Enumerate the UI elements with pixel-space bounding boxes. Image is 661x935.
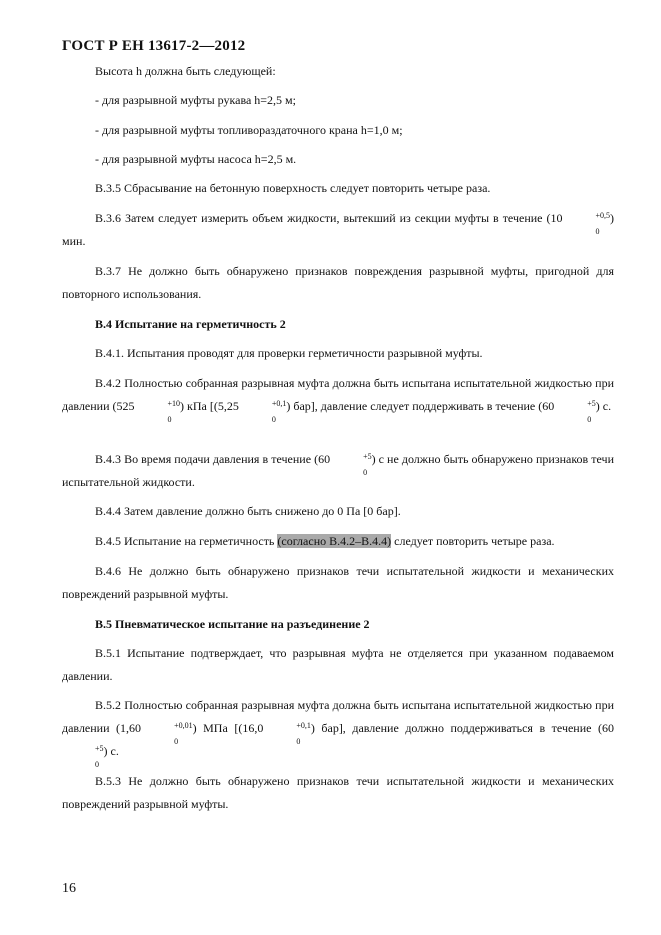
tolerance-upper: +5 — [363, 452, 372, 461]
tolerance — [141, 721, 193, 746]
height-item-hose: - для разрывной муфты рукава h=2,5 м; — [95, 93, 296, 107]
tolerance-lower: 0 — [95, 760, 99, 769]
para-b4-2-text-c: ) бар], давление следует поддерживать в течение (60 — [286, 399, 555, 413]
tolerance-lower: 0 — [363, 468, 368, 477]
tolerance — [239, 399, 287, 424]
page-header: ГОСТ Р ЕН 13617-2—2012 — [62, 38, 246, 54]
tolerance-lower: 0 — [296, 737, 301, 746]
para-b4-3-text-b: ) с не должно быть обнаружено признаков течи испытательной жидкости. — [62, 452, 614, 489]
tolerance-lower: 0 — [167, 415, 172, 424]
para-b4-4: В.4.4 Затем давление должно быть снижено до 0 Па [0 бар]. — [95, 504, 401, 518]
para-b4-3 — [62, 448, 614, 494]
tolerance — [263, 721, 311, 746]
tolerance — [135, 399, 181, 424]
tolerance-lower: 0 — [174, 737, 179, 746]
height-item-nozzle: - для разрывной муфты топливораздаточного крана h=1,0 м; — [95, 123, 403, 137]
para-b4-6: В.4.6 Не должно быть обнаружено признаков течи испытательной жидкости и механических повреждений разрывной муфты. — [62, 564, 614, 601]
highlighted-reference: (согласно В.4.2–В.4.4) — [277, 534, 392, 548]
para-b5-2 — [62, 694, 615, 769]
tolerance-upper: +0,1 — [296, 721, 311, 730]
para-b4-2-text-d: ) с. — [595, 399, 612, 413]
para-b4-2-text-b: ) кПа [(5,25 — [180, 399, 239, 413]
tolerance — [562, 211, 610, 236]
height-intro: Высота h должна быть следующей: — [95, 64, 276, 78]
tolerance-upper: +5 — [95, 744, 104, 753]
para-b4-2-text-a: В.4.2 Полностью собранная разрывная муфта должна быть испытана испытательной жидкостью при давлении (525 — [62, 376, 614, 413]
tolerance-upper: +0,01 — [174, 721, 193, 730]
para-b4-3-text-a: В.4.3 Во время подачи давления в течение (60 — [95, 452, 331, 466]
para-b4-5 — [62, 530, 614, 553]
para-b5-1: В.5.1 Испытание подтверждает, что разрывная муфта не отделяется при указанном подаваемом давлении. — [62, 646, 614, 683]
tolerance-lower: 0 — [595, 227, 600, 236]
page-number: 16 — [62, 881, 76, 896]
tolerance — [554, 399, 596, 424]
para-b4-5-text-a: В.4.5 Испытание на герметичность — [95, 534, 278, 548]
tolerance-lower: 0 — [587, 415, 592, 424]
para-b3-6-text-b: ) мин. — [62, 211, 614, 248]
tolerance-upper: +0,1 — [271, 399, 287, 408]
section-title-b4: В.4 Испытание на герметичность 2 — [95, 317, 286, 331]
para-b5-3: В.5.3 Не должно быть обнаружено признаков течи испытательной жидкости и механических повреждений разрывной муфты. — [62, 774, 614, 811]
tolerance-lower: 0 — [271, 415, 276, 424]
tolerance-upper: +5 — [587, 399, 596, 408]
para-b3-6 — [62, 207, 614, 253]
para-b5-2-text-b: ) МПа [(16,0 — [192, 721, 264, 735]
para-b5-2-text-d: ) с. — [103, 744, 119, 758]
para-b3-6-text-a: В.3.6 Затем следует измерить объем жидкости, вытекший из секции муфты в течение (10 — [95, 211, 563, 225]
section-title-b5: В.5 Пневматическое испытание на разъединение 2 — [95, 617, 370, 631]
tolerance — [62, 744, 104, 769]
para-b4-1: В.4.1. Испытания проводят для проверки герметичности разрывной муфты. — [95, 346, 483, 360]
tolerance — [330, 452, 372, 477]
para-b4-5-text-b: следует повторить четыре раза. — [391, 534, 555, 548]
tolerance-upper: +0,5 — [595, 211, 610, 220]
para-b5-2-text-a: В.5.2 Полностью собранная разрывная муфта должна быть испытана испытательной жидкостью при давлении (1,60 — [62, 698, 614, 735]
para-b5-2-text-c: ) бар], давление должно поддерживаться в течение (60 — [310, 721, 615, 735]
para-b4-2 — [62, 372, 614, 424]
tolerance-upper: +10 — [167, 399, 181, 408]
height-item-pump: - для разрывной муфты насоса h=2,5 м. — [95, 152, 297, 166]
para-b3-5: В.3.5 Сбрасывание на бетонную поверхность следует повторить четыре раза. — [95, 181, 491, 195]
para-b3-7: В.3.7 Не должно быть обнаружено признаков повреждения разрывной муфты, пригодной для повторного использования. — [62, 264, 614, 301]
